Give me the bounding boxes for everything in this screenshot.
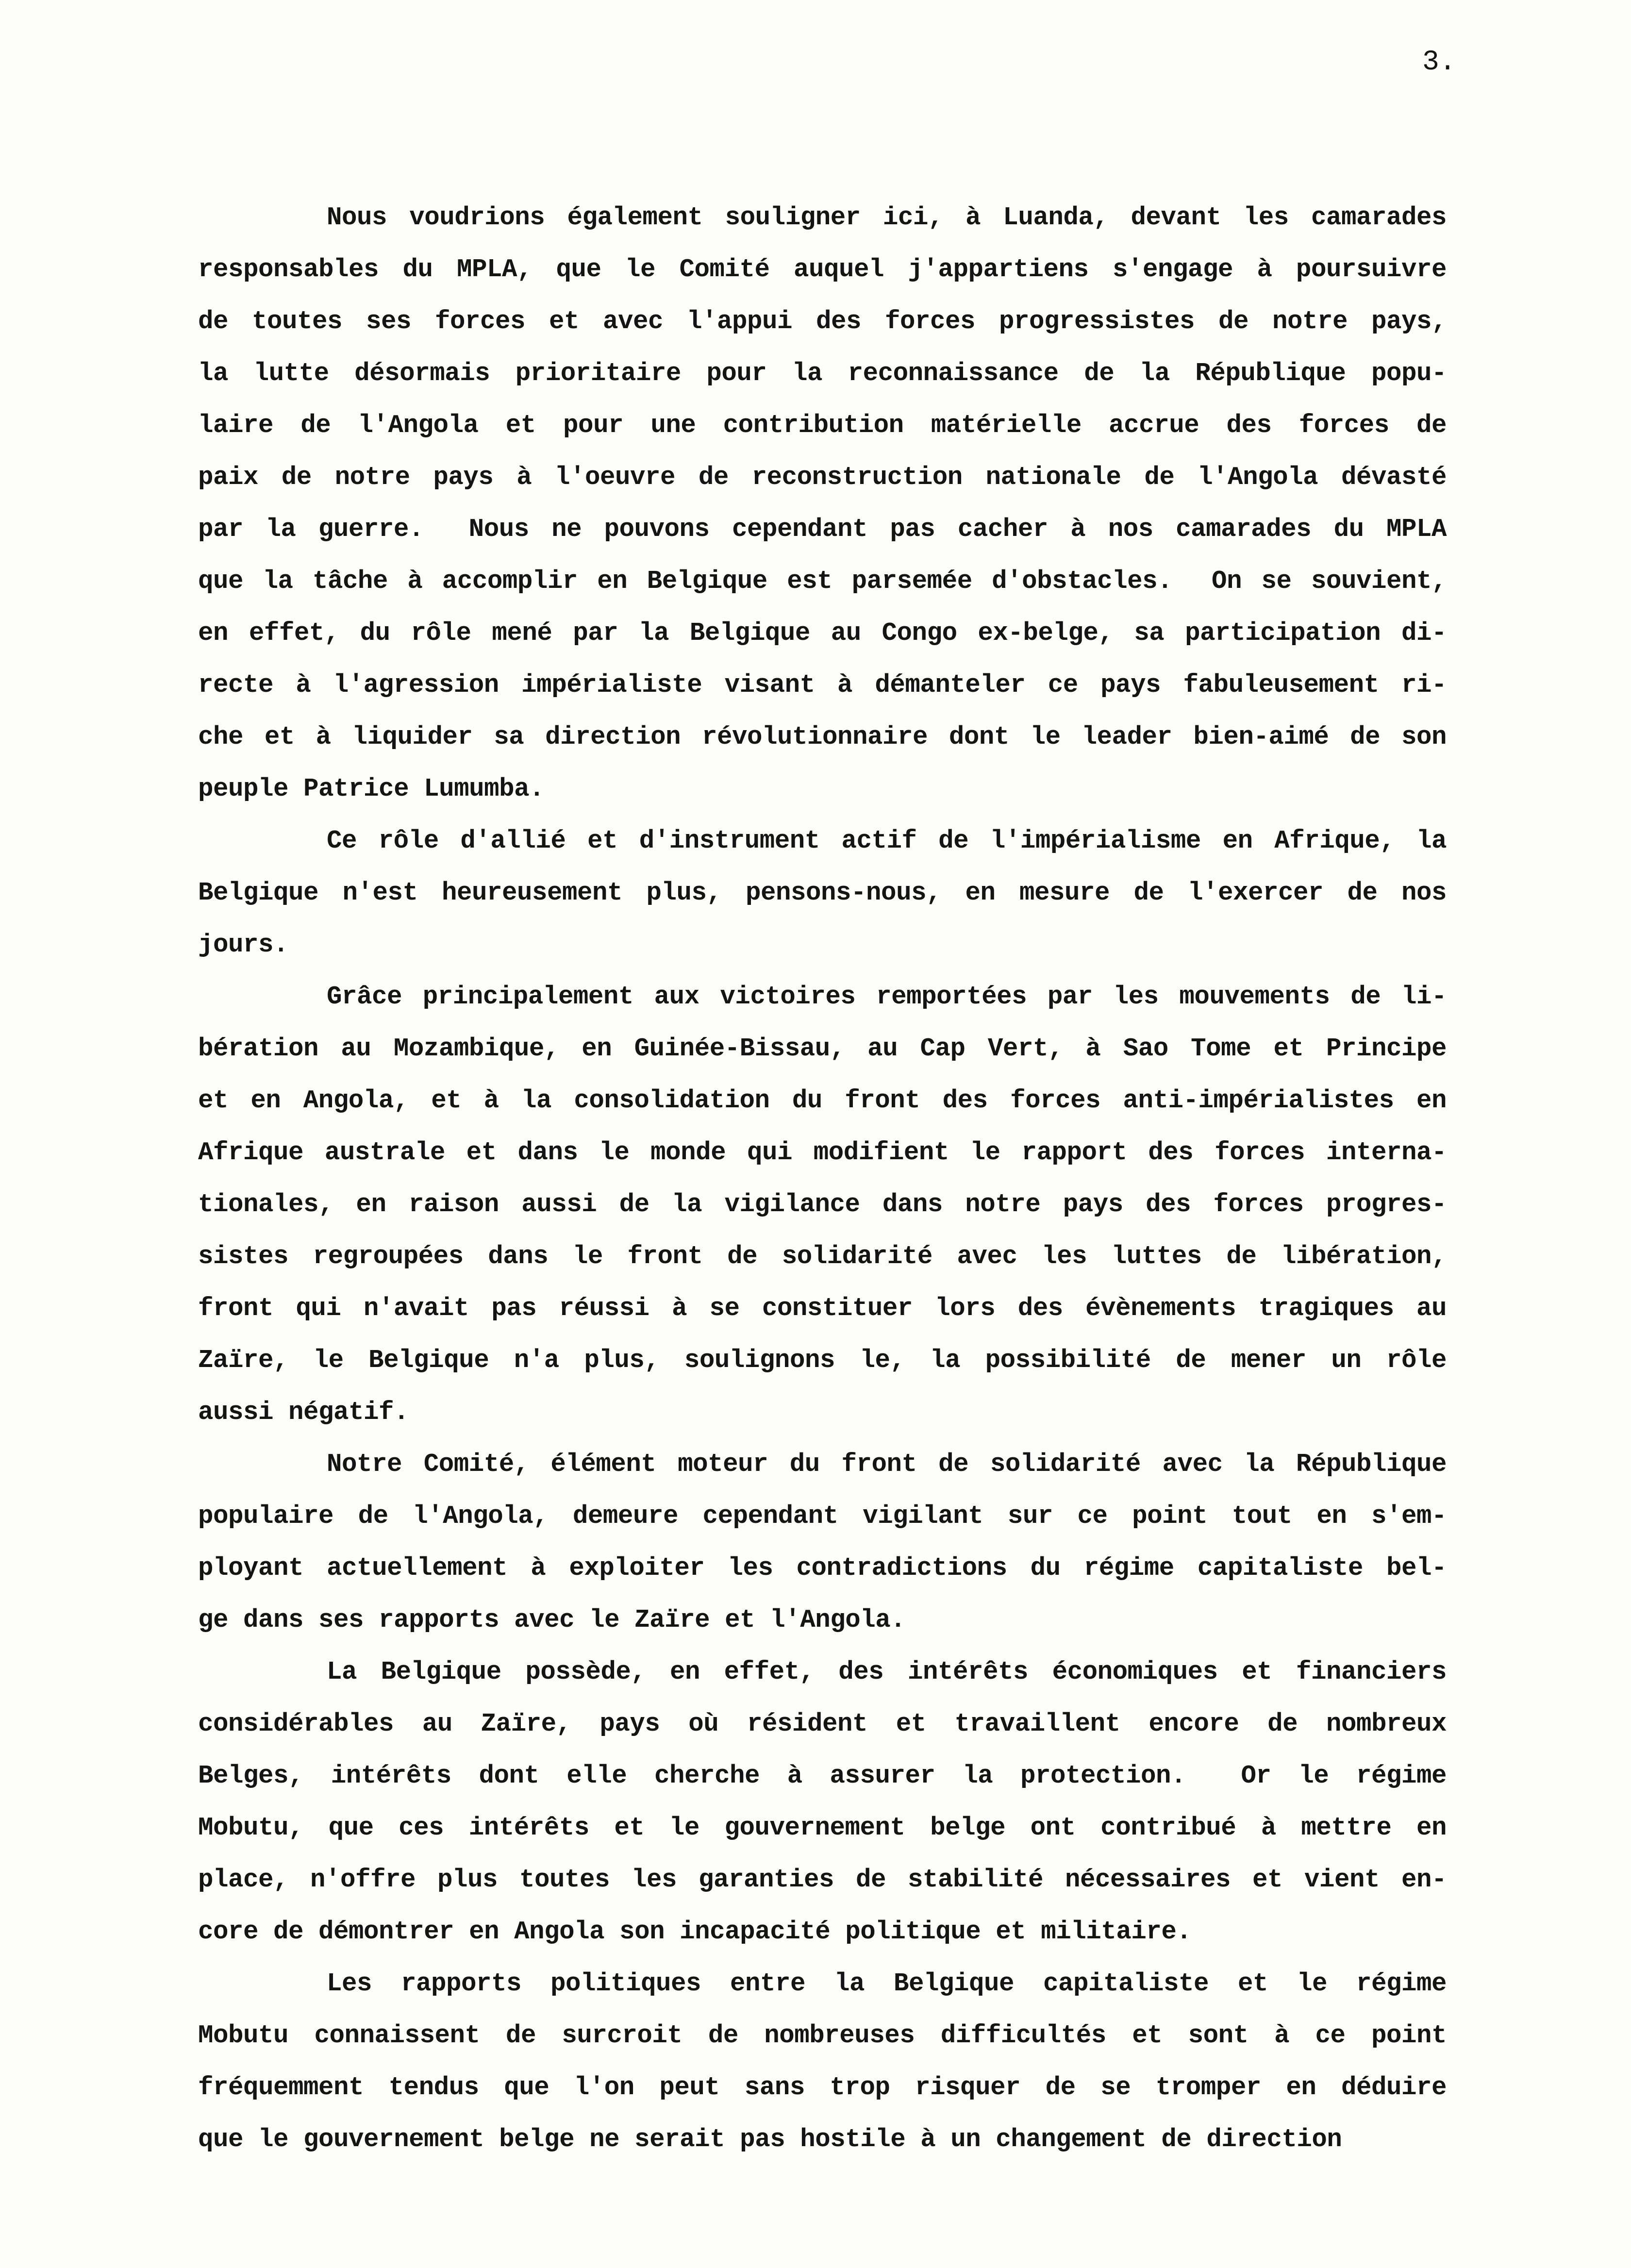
text-line: par la guerre. Nous ne pouvons cependant pas cacher à nos camarades du MPLA (198, 515, 1447, 544)
text-line: en effet, du rôle mené par la Belgique au Congo ex-belge, sa participation di- (198, 618, 1447, 648)
text-line: jours. (198, 930, 289, 959)
text-line: place, n'offre plus toutes les garanties de stabilité nécessaires et vient en- (198, 1865, 1447, 1894)
text-line: laire de l'Angola et pour une contribution matérielle accrue des forces de (198, 411, 1447, 440)
text-line: bération au Mozambique, en Guinée-Bissau, au Cap Vert, à Sao Tome et Principe (198, 1034, 1447, 1063)
text-line: Afrique australe et dans le monde qui modifient le rapport des forces interna- (198, 1138, 1447, 1167)
text-line: populaire de l'Angola, demeure cependant vigilant sur ce point tout en s'em- (198, 1501, 1447, 1531)
paragraph (198, 1958, 1447, 2166)
text-line: Nous voudrions également souligner ici, à Luanda, devant les camarades (327, 203, 1447, 232)
text-line: que le gouvernement belge ne serait pas hostile à un changement de direction (198, 2125, 1342, 2154)
text-line: Notre Comité, élément moteur du front de solidarité avec la République (327, 1450, 1447, 1479)
text-line: Belgique n'est heureusement plus, pensons-nous, en mesure de l'exercer de nos (198, 878, 1447, 907)
text-line: Mobutu connaissent de surcroit de nombreuses difficultés et sont à ce point (198, 2021, 1447, 2050)
text-line: front qui n'avait pas réussi à se constituer lors des évènements tragiques au (198, 1294, 1447, 1323)
text-line: et en Angola, et à la consolidation du front des forces anti-impérialistes en (198, 1086, 1447, 1115)
text-line: aussi négatif. (198, 1398, 409, 1427)
paragraph (198, 1438, 1447, 1646)
text-line: La Belgique possède, en effet, des intérêts économiques et financiers (327, 1657, 1447, 1686)
text-line: recte à l'agression impérialiste visant à démanteler ce pays fabuleusement ri- (198, 670, 1447, 700)
text-line: sistes regroupées dans le front de solidarité avec les luttes de libération, (198, 1242, 1447, 1271)
text-line: core de démontrer en Angola son incapacité politique et militaire. (198, 1917, 1192, 1946)
text-line: Belges, intérêts dont elle cherche à assurer la protection. Or le régime (198, 1761, 1447, 1790)
page-number: 3. (1422, 47, 1456, 78)
paragraph (198, 192, 1447, 815)
text-line: tionales, en raison aussi de la vigilance dans notre pays des forces progres- (198, 1190, 1447, 1219)
document-body (198, 192, 1447, 2166)
text-line: responsables du MPLA, que le Comité auquel j'appartiens s'engage à poursuivre (198, 255, 1447, 284)
text-line: Ce rôle d'allié et d'instrument actif de l'impérialisme en Afrique, la (327, 826, 1447, 855)
text-line: la lutte désormais prioritaire pour la reconnaissance de la République popu- (198, 359, 1447, 388)
paragraph (198, 971, 1447, 1438)
text-line: Grâce principalement aux victoires remportées par les mouvements de li- (327, 982, 1447, 1011)
text-line: ge dans ses rapports avec le Zaïre et l'Angola. (198, 1605, 906, 1634)
paragraph (198, 1646, 1447, 1958)
text-line: che et à liquider sa direction révolutionnaire dont le leader bien-aimé de son (198, 722, 1447, 751)
text-line: Mobutu, que ces intérêts et le gouvernement belge ont contribué à mettre en (198, 1813, 1447, 1842)
text-line: ployant actuellement à exploiter les contradictions du régime capitaliste bel- (198, 1553, 1447, 1583)
text-line: de toutes ses forces et avec l'appui des forces progressistes de notre pays, (198, 307, 1447, 336)
text-line: que la tâche à accomplir en Belgique est parsemée d'obstacles. On se souvient, (198, 567, 1447, 596)
text-line: paix de notre pays à l'oeuvre de reconstruction nationale de l'Angola dévasté (198, 463, 1447, 492)
text-line: Les rapports politiques entre la Belgique capitaliste et le régime (327, 1969, 1447, 1998)
text-line: fréquemment tendus que l'on peut sans trop risquer de se tromper en déduire (198, 2073, 1447, 2102)
text-line: Zaïre, le Belgique n'a plus, soulignons le, la possibilité de mener un rôle (198, 1346, 1447, 1375)
paragraph (198, 815, 1447, 971)
text-line: peuple Patrice Lumumba. (198, 774, 545, 803)
text-line: considérables au Zaïre, pays où résident et travaillent encore de nombreux (198, 1709, 1447, 1738)
